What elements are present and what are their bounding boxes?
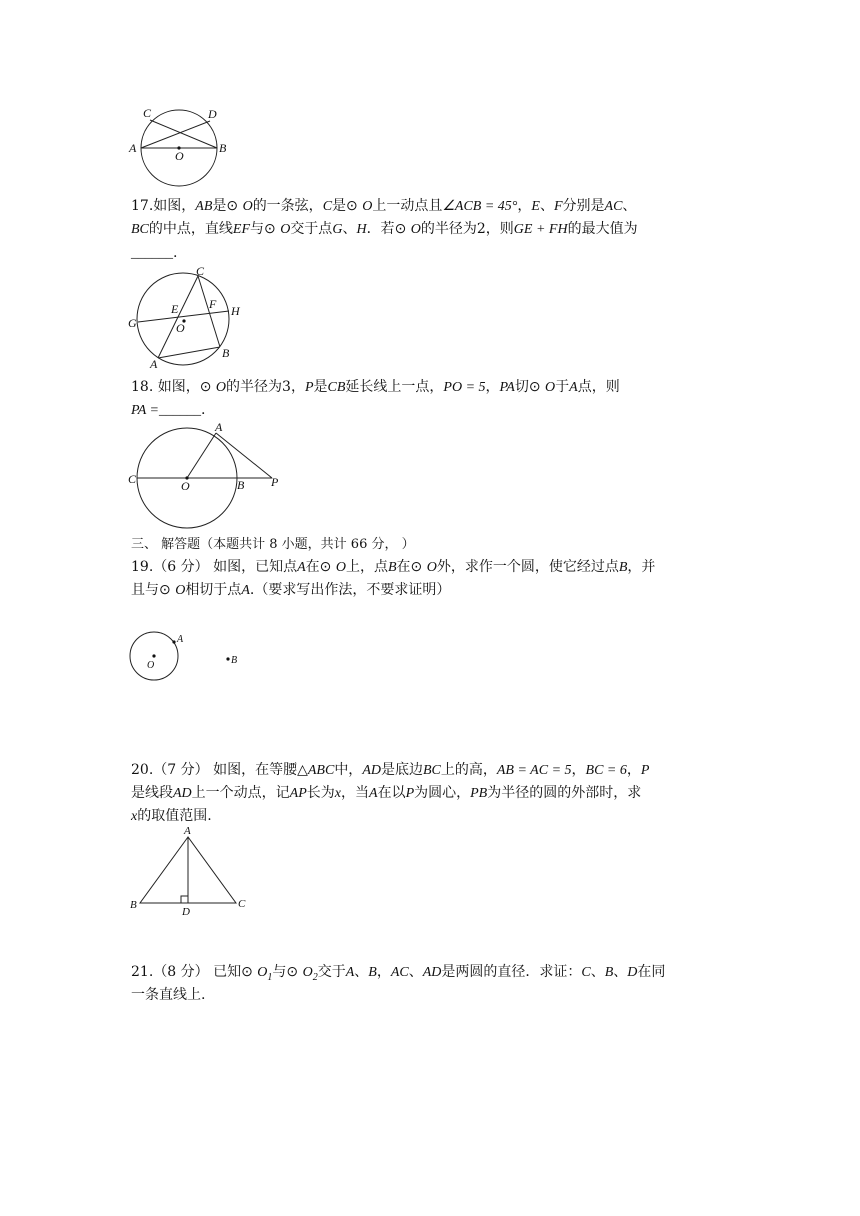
text: 一条直线上. <box>131 987 206 1003</box>
text: ，当 <box>341 785 369 801</box>
text: ， <box>517 198 532 214</box>
text: 如图， <box>157 379 200 395</box>
text: 在 <box>305 559 320 575</box>
q16-chord-cb <box>150 120 217 148</box>
math: x <box>334 786 341 801</box>
math: O <box>302 965 313 980</box>
q20-label-c: C <box>238 898 246 910</box>
text: 的半径为2，则 <box>420 221 514 237</box>
math: O <box>545 380 556 395</box>
math: O <box>242 199 253 214</box>
circle-symbol: ⊙ <box>241 965 253 980</box>
math: AB = AC = 5 <box>496 763 572 778</box>
text: 的一条弦， <box>252 198 323 214</box>
q18-label-a: A <box>215 420 223 434</box>
text: 且与 <box>131 582 159 598</box>
section-title: 三、 解答题（本题共计 8 小题，共计 66 分， ） <box>131 537 415 552</box>
text: 在以 <box>377 785 406 801</box>
q17-label-o: O <box>176 321 185 335</box>
circle-symbol: ⊙ <box>226 199 239 214</box>
q21-line-2 <box>131 985 731 1005</box>
q17-label-c: C <box>196 264 205 278</box>
text: ．若 <box>366 221 395 237</box>
q17-label-a: A <box>150 357 158 371</box>
text: 交于 <box>317 964 346 980</box>
q20-figure <box>126 823 256 917</box>
text: 的半径为3， <box>226 379 305 395</box>
section-3-heading <box>131 535 731 555</box>
answer-blank: ______ <box>131 246 173 261</box>
text: 上一个动点，记 <box>191 785 290 801</box>
q16-figure <box>126 104 236 190</box>
math: O <box>426 560 437 575</box>
text: 切 <box>514 379 529 395</box>
math: G <box>332 222 343 237</box>
q19-point-b <box>226 657 229 660</box>
circle-symbol: ⊙ <box>199 380 212 395</box>
q16-label-o: O <box>175 149 184 163</box>
math: PO = 5 <box>443 380 486 395</box>
q19-line-2 <box>131 580 731 601</box>
text: 的最大值为 <box>567 221 638 237</box>
math: AP <box>289 786 307 801</box>
math: F <box>553 199 563 214</box>
math: C <box>581 965 591 980</box>
math: BC = 6 <box>585 763 627 778</box>
math: AB <box>195 199 213 214</box>
text: 相切于点 <box>185 582 242 598</box>
circle-symbol: ⊙ <box>346 199 358 214</box>
circle-symbol: ⊙ <box>528 380 541 395</box>
text: 、 <box>613 964 628 980</box>
q16-label-a: A <box>129 141 137 155</box>
math: AD <box>422 965 442 980</box>
text: 中， <box>334 762 363 778</box>
q17-line-2 <box>131 219 731 240</box>
q20-line-1 <box>131 760 731 781</box>
question-number: 21. <box>131 964 154 980</box>
math: PB <box>470 786 488 801</box>
math: A <box>297 560 306 575</box>
text: 为圆心， <box>414 785 471 801</box>
text: 与 <box>250 221 264 237</box>
math: H <box>356 222 367 237</box>
q17-label-g: G <box>128 316 137 330</box>
circle-symbol: ⊙ <box>159 583 171 598</box>
question-number: 19. <box>131 559 154 575</box>
triangle-symbol: △ <box>297 763 308 778</box>
q20-label-a: A <box>184 825 191 837</box>
math: x <box>131 809 138 824</box>
math: B <box>604 965 614 980</box>
text: （7 分） 如图，在等腰 <box>153 762 298 778</box>
text: （6 分） 如图，已知点 <box>153 559 298 575</box>
q17-circle <box>137 273 229 365</box>
text: 是线段 <box>131 785 173 801</box>
text: 上，点 <box>345 559 388 575</box>
text: 在 <box>396 559 411 575</box>
math: P <box>304 380 314 395</box>
text: . <box>201 402 206 418</box>
math: BC <box>422 763 441 778</box>
q17-label-e: E <box>171 302 179 316</box>
text: 交于点 <box>290 221 333 237</box>
subscript: 1 <box>267 971 273 983</box>
text: 是 <box>313 379 328 395</box>
q17-chord-bc <box>198 276 220 347</box>
circle-symbol: ⊙ <box>394 222 407 237</box>
math: A <box>369 786 378 801</box>
q20-label-d: D <box>182 906 190 918</box>
math: B <box>387 560 397 575</box>
q19-figure <box>126 628 246 686</box>
q17-label-f: F <box>209 297 217 311</box>
math: A <box>569 380 578 395</box>
text: 为半径的圆的外部时，求 <box>487 785 642 801</box>
text: 如图， <box>153 198 196 214</box>
text: （8 分） 已知 <box>153 964 242 980</box>
math: O <box>335 560 346 575</box>
math: BC <box>131 222 149 237</box>
q17-line-1 <box>131 196 731 217</box>
text: 、 <box>342 221 357 237</box>
math: AD <box>173 786 192 801</box>
math: ∠ACB = 45° <box>442 199 518 214</box>
circle-symbol: ⊙ <box>264 222 276 237</box>
text: 于 <box>555 379 570 395</box>
q18-tangent-pa <box>216 433 272 478</box>
text: 、 <box>622 198 637 214</box>
q17-label-h: H <box>231 304 240 318</box>
q17-label-b: B <box>222 346 230 360</box>
q18-label-p: P <box>271 475 279 489</box>
math: C <box>322 199 333 214</box>
text: ， <box>571 762 586 778</box>
math: P <box>640 763 650 778</box>
math: CB <box>327 380 346 395</box>
subscript: 2 <box>312 971 318 983</box>
math: GE + FH <box>513 222 568 237</box>
q19-line-1 <box>131 557 731 578</box>
answer-blank: ______ <box>159 403 201 418</box>
math: A <box>241 583 250 598</box>
text: 点，则 <box>577 379 620 395</box>
math: O <box>215 380 227 395</box>
q16-chord-ad <box>141 121 210 148</box>
text: 上一动点且 <box>372 198 443 214</box>
circle-symbol: ⊙ <box>319 560 332 575</box>
math: O <box>280 222 291 237</box>
q18-label-b: B <box>237 478 245 492</box>
q19-label-b: B <box>231 655 238 666</box>
q17-line-3 <box>131 243 731 264</box>
math: B <box>618 560 628 575</box>
q18-label-o: O <box>181 479 190 493</box>
text: 与 <box>272 964 287 980</box>
text: 是 <box>212 198 227 214</box>
question-number: 17. <box>131 198 154 214</box>
math: PA = <box>131 403 159 418</box>
q19-label-a: A <box>177 634 184 645</box>
math: A <box>345 965 355 980</box>
math: O <box>362 199 373 214</box>
q16-label-c: C <box>143 106 152 120</box>
math: O <box>257 965 268 980</box>
question-number: 18. <box>131 379 154 395</box>
q17-chord-ab <box>158 347 220 358</box>
text: ，并 <box>627 559 656 575</box>
text: 、 <box>590 964 605 980</box>
q19-point-a <box>172 640 175 643</box>
text: 分别是 <box>562 198 605 214</box>
text: 、 <box>408 964 423 980</box>
text: 上的高， <box>440 762 497 778</box>
text: 、 <box>539 198 554 214</box>
text: 、 <box>354 964 369 980</box>
q16-label-d: D <box>208 107 217 121</box>
text: 是 <box>332 198 347 214</box>
circle-symbol: ⊙ <box>410 560 423 575</box>
q20-right-angle-mark <box>181 896 188 903</box>
math: D <box>627 965 638 980</box>
question-number: 20. <box>131 762 154 778</box>
text: 在同 <box>637 964 666 980</box>
q18-figure <box>126 420 286 530</box>
q20-label-b: B <box>130 899 137 911</box>
q18-label-c: C <box>128 472 137 486</box>
q16-label-b: B <box>219 141 227 155</box>
math: ABC <box>307 763 335 778</box>
q18-line-1 <box>131 377 731 398</box>
q17-figure <box>126 266 246 370</box>
math: E <box>531 199 540 214</box>
q20-line-2 <box>131 783 731 804</box>
text: 长为 <box>306 785 335 801</box>
math: AC <box>604 199 623 214</box>
math: B <box>368 965 377 980</box>
math: O <box>175 583 186 598</box>
q21-line-1 <box>131 962 731 988</box>
text: 延长线上一点， <box>345 379 444 395</box>
text: ， <box>376 964 391 980</box>
q18-line-2 <box>131 400 731 421</box>
math: PA <box>499 380 515 395</box>
text: ， <box>485 379 500 395</box>
q19-center-dot <box>152 654 155 657</box>
text: 的中点，直线 <box>148 221 233 237</box>
text: 的取值范围. <box>137 808 212 824</box>
q18-radius-oa <box>187 433 216 478</box>
text: 是两圆的直径．求证： <box>441 964 582 980</box>
math: AD <box>362 763 381 778</box>
text: 是底边 <box>380 762 423 778</box>
math: AC <box>390 965 409 980</box>
math: O <box>410 222 421 237</box>
text: 外，求作一个圆，使它经过点 <box>436 559 619 575</box>
circle-symbol: ⊙ <box>286 965 299 980</box>
math: P <box>405 786 415 801</box>
text: .（要求写出作法，不要求证明） <box>249 582 451 598</box>
text: ， <box>626 762 641 778</box>
text: . <box>173 245 178 261</box>
math: EF <box>232 222 250 237</box>
q19-label-o: O <box>147 660 155 671</box>
